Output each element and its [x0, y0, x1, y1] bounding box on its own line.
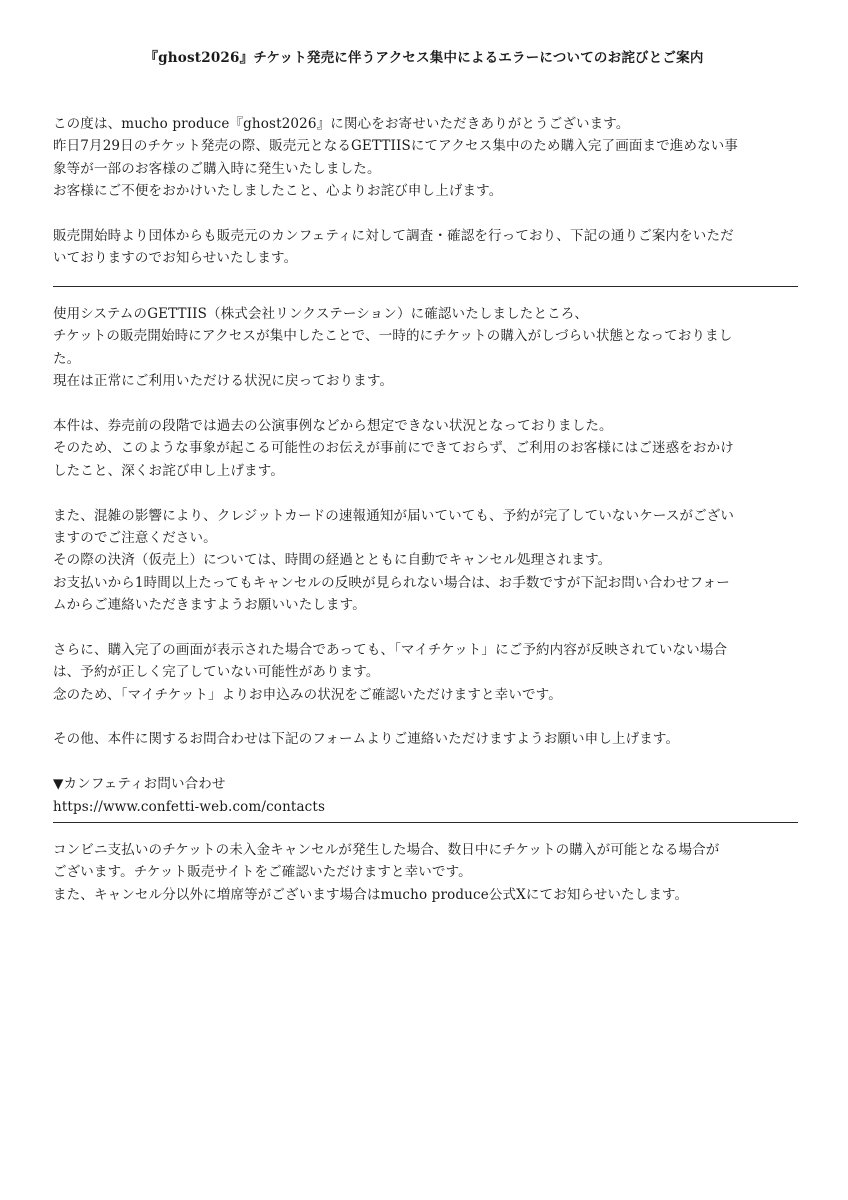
text-line: この度は、mucho produce『ghost2026』に関心をお寄せいただきありがとうございます。 — [53, 116, 630, 132]
text-line: 象等が一部のお客様のご購入時に発生いたしました。 — [53, 160, 381, 177]
text-line: さらに、購入完了の画面が表示された場合であっても、「マイチケット」にご予約内容が反映されていない場合 — [53, 641, 728, 658]
text-line: いておりますのでお知らせいたします。 — [53, 250, 298, 267]
text-line: その他、本件に関するお問合わせは下記のフォームよりご連絡いただけますようお願い申し上げます。 — [53, 731, 680, 748]
text-line: 使用システムのGETTIIS（株式会社リンクステーション）に確認いたしましたところ、 — [53, 306, 589, 322]
text-line: た。 — [53, 350, 81, 367]
paragraph-gap — [53, 203, 798, 225]
text-line: 念のため、「マイチケット」よりお申込みの状況をご確認いただけますと幸いです。 — [53, 686, 562, 703]
text-line: 昨日7月29日のチケット発売の際、販売元となるGETTIISにてアクセス集中のため購入完了画面まで進めない事 — [53, 138, 739, 155]
details-section — [53, 303, 798, 818]
text-line: お客様にご不便をおかけいたしましたこと、心よりお詫び申し上げます。 — [53, 183, 503, 200]
cancellation-section — [53, 839, 798, 906]
text-line: また、キャンセル分以外に増席等がございます場合はmucho produce公式Xにてお知らせいたします。 — [53, 886, 689, 903]
text-line: ございます。チケット販売サイトをご確認いただけますと幸いです。 — [53, 864, 472, 881]
paragraph-gap — [53, 706, 798, 728]
section-divider — [53, 822, 798, 823]
text-line: は、予約が正しく完了していない可能性があります。 — [53, 664, 380, 681]
text-line: そのため、このような事象が起こる可能性のお伝えが事前にできておらず、ご利用のお客様にはご迷惑をおかけ — [53, 440, 734, 457]
text-line: 本件は、券売前の段階では過去の公演事例などから想定できない状況となっておりました。 — [53, 417, 613, 434]
paragraph-gap — [53, 616, 798, 638]
paragraph-gap — [53, 393, 798, 415]
contact-url[interactable]: https://www.confetti-web.com/contacts — [53, 798, 326, 815]
text-line: 販売開始時より団体からも販売元のカンフェティに対して調査・確認を行っており、下記の通りご案内をいただ — [53, 227, 734, 244]
text-line: その際の決済（仮売上）については、時間の経過とともに自動でキャンセル処理されます。 — [53, 552, 612, 569]
text-line: ムからご連絡いただきますようお願いいたします。 — [53, 597, 366, 614]
text-line: お支払いから1時間以上たってもキャンセルの反映が見られない場合は、お手数ですが下記お問い合わせフォー — [53, 574, 730, 591]
paragraph-gap — [53, 482, 798, 504]
document-title: 『ghost2026』チケット発売に伴うアクセス集中によるエラーについてのお詫びとご案内 — [144, 50, 704, 66]
text-line: また、混雑の影響により、クレジットカードの速報通知が届いていても、予約が完了していないケースがござい — [53, 507, 735, 524]
paragraph-gap — [53, 751, 798, 773]
text-line: コンビニ支払いのチケットの未入金キャンセルが発生した場合、数日中にチケットの購入が可能となる場合が — [53, 842, 720, 858]
text-line: 現在は正常にご利用いただける状況に戻っております。 — [53, 373, 394, 390]
intro-section — [53, 113, 798, 270]
section-divider — [53, 286, 798, 287]
text-line: チケットの販売開始時にアクセスが集中したことで、一時的にチケットの購入がしづらい状態となっておりまし — [53, 328, 733, 345]
text-line: したこと、深くお詫び申し上げます。 — [53, 462, 284, 479]
text-line: ▼カンフェティお問い合わせ — [53, 776, 226, 793]
text-line: ますのでご注意ください。 — [53, 529, 217, 546]
